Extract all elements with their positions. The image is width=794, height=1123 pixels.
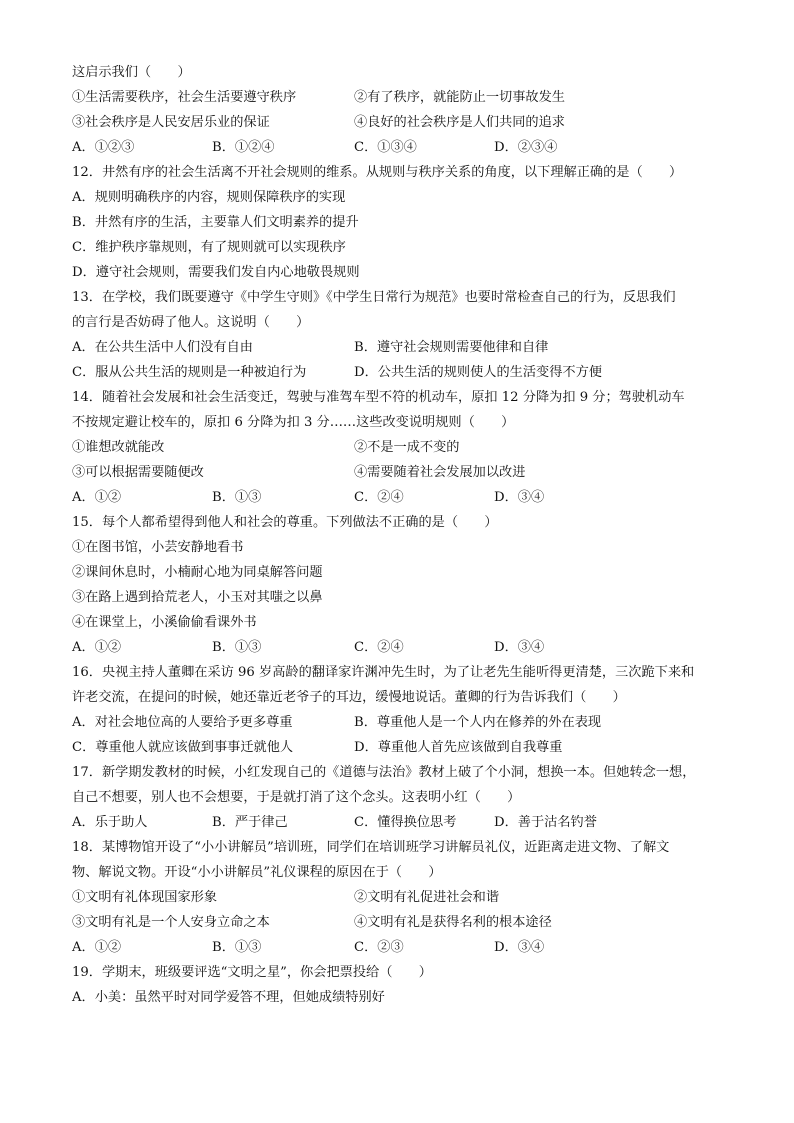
q17-stem-line2: 自己不想要，别人也不会想要，于是就打消了这个念头。这表明小红（ ） [72, 790, 521, 805]
q12-option-a: A．规则明确秩序的内容，规则保障秩序的实现 [72, 190, 346, 205]
q18-statement-2: ②文明有礼促进社会和谐 [354, 890, 500, 905]
q14-statement-1: ①谁想改就能改 [72, 440, 165, 455]
q15-statement-4: ④在课堂上，小溪偷偷看课外书 [72, 615, 257, 630]
q18-statement-1: ①文明有礼体现国家形象 [72, 890, 218, 905]
q17-stem-line1: 17．新学期发教材的时候，小红发现自己的《道德与法治》教材上破了个小洞，想换一本。但她转念一想， [72, 765, 696, 780]
q13-option-c: C．服从公共生活的规则是一种被迫行为 [72, 365, 307, 380]
q12-option-c: C．维护秩序靠规则，有了规则就可以实现秩序 [72, 240, 346, 255]
q15-option-d: D．③④ [494, 640, 545, 655]
q11-statement-1: ①生活需要秩序，社会生活要遵守秩序 [72, 90, 297, 105]
q11-statement-3: ③社会秩序是人民安居乐业的保证 [72, 115, 270, 130]
q15-option-a: A．①② [72, 640, 122, 655]
q18-options [72, 935, 732, 960]
q15-stem: 15．每个人都希望得到他人和社会的尊重。下列做法不正确的是（ ） [72, 515, 498, 530]
exam-page [72, 60, 732, 1010]
q14-statement-2: ②不是一成不变的 [354, 440, 460, 455]
q17-option-c: C．懂得换位思考 [354, 815, 457, 830]
q18-statements-row2 [72, 910, 732, 935]
q15-options [72, 635, 732, 660]
q14-statements-row1 [72, 435, 732, 460]
q11-option-c: C．①③④ [354, 140, 417, 155]
q11-statements-row2 [72, 110, 732, 135]
q14-option-c: C．②④ [354, 490, 404, 505]
q16-stem-line2: 许老交流，在提问的时候，她还靠近老爷子的耳边，缓慢地说话。董卿的行为告诉我们（ ） [72, 690, 626, 705]
q14-option-d: D．③④ [494, 490, 545, 505]
q11-statement-2: ②有了秩序，就能防止一切事故发生 [354, 90, 565, 105]
q13-options-row2 [72, 360, 732, 385]
q19-stem: 19．学期末，班级要评选“文明之星”，你会把票投给（ ） [72, 965, 432, 980]
q18-option-a: A．①② [72, 940, 122, 955]
q13-options-row1 [72, 335, 732, 360]
q11-option-b: B．①②④ [212, 140, 275, 155]
q18-option-c: C．②③ [354, 940, 404, 955]
q18-stem-line1: 18．某博物馆开设了“小小讲解员”培训班，同学们在培训班学习讲解员礼仪，近距离走进文物、了解文 [72, 840, 670, 855]
q18-option-b: B．①③ [212, 940, 262, 955]
q18-stem-line2: 物、解说文物。开设“小小讲解员”礼仪课程的原因在于（ ） [72, 865, 442, 880]
q13-stem-line2: 的言行是否妨碍了他人。这说明（ ） [72, 315, 310, 330]
q19-option-a: A．小美：虽然平时对同学爱答不理，但她成绩特别好 [72, 990, 385, 1005]
q11-stem-tail: 这启示我们（ ） [72, 65, 191, 80]
q12-option-b: B．井然有序的生活，主要靠人们文明素养的提升 [72, 215, 359, 230]
q18-statement-4: ④文明有礼是获得名利的根本途径 [354, 915, 552, 930]
q17-option-b: B．严于律己 [212, 815, 288, 830]
q11-statement-4: ④良好的社会秩序是人们共同的追求 [354, 115, 565, 130]
q14-option-b: B．①③ [212, 490, 262, 505]
q13-option-a: A．在公共生活中人们没有自由 [72, 340, 253, 355]
q13-stem-line1: 13．在学校，我们既要遵守《中学生守则》《中学生日常行为规范》也要时常检查自己的行为，反思我们 [72, 290, 676, 305]
q14-option-a: A．①② [72, 490, 122, 505]
q14-stem-line2: 不按规定避让校车的，原扣 6 分降为扣 3 分……这些改变说明规则（ ） [72, 415, 515, 430]
q18-option-d: D．③④ [494, 940, 545, 955]
q11-option-a: A．①②③ [72, 140, 135, 155]
q16-option-d: D．尊重他人首先应该做到自我尊重 [354, 740, 563, 755]
q16-option-c: C．尊重他人就应该做到事事迁就他人 [72, 740, 294, 755]
q15-statement-1: ①在图书馆，小芸安静地看书 [72, 540, 244, 555]
q12-stem: 12．井然有序的社会生活离不开社会规则的维系。从规则与秩序关系的角度，以下理解正确的是（ ） [72, 165, 683, 180]
q15-statement-3: ③在路上遇到拾荒老人，小玉对其嗤之以鼻 [72, 590, 323, 605]
q16-option-a: A．对社会地位高的人要给予更多尊重 [72, 715, 293, 730]
q16-stem-line1: 16．央视主持人董卿在采访 96 岁高龄的翻译家许渊冲先生时，为了让老先生能听得更清楚，三次跪下来和 [72, 665, 695, 680]
q17-option-a: A．乐于助人 [72, 815, 148, 830]
q14-statements-row2 [72, 460, 732, 485]
q11-options [72, 135, 732, 160]
q18-statement-3: ③文明有礼是一个人安身立命之本 [72, 915, 270, 930]
q14-statement-4: ④需要随着社会发展加以改进 [354, 465, 526, 480]
q16-options-row1 [72, 710, 732, 735]
q11-option-d: D．②③④ [494, 140, 558, 155]
q14-stem-line1: 14．随着社会发展和社会生活变迁，驾驶与准驾车型不符的机动车，原扣 12 分降为扣 9 分；驾驶机动车 [72, 390, 685, 405]
q16-option-b: B．尊重他人是一个人内在修养的外在表现 [354, 715, 602, 730]
q13-option-b: B．遵守社会规则需要他律和自律 [354, 340, 549, 355]
q13-option-d: D．公共生活的规则使人的生活变得不方便 [354, 365, 602, 380]
q17-option-d: D．善于沽名钓誉 [494, 815, 597, 830]
q15-option-c: C．②④ [354, 640, 404, 655]
q15-option-b: B．①③ [212, 640, 262, 655]
q17-options [72, 810, 732, 835]
q14-options [72, 485, 732, 510]
q18-statements-row1 [72, 885, 732, 910]
q14-statement-3: ③可以根据需要随便改 [72, 465, 204, 480]
q15-statement-2: ②课间休息时，小楠耐心地为同桌解答问题 [72, 565, 323, 580]
q16-options-row2 [72, 735, 732, 760]
q12-option-d: D．遵守社会规则，需要我们发自内心地敬畏规则 [72, 265, 360, 280]
q11-statements-row1 [72, 85, 732, 110]
